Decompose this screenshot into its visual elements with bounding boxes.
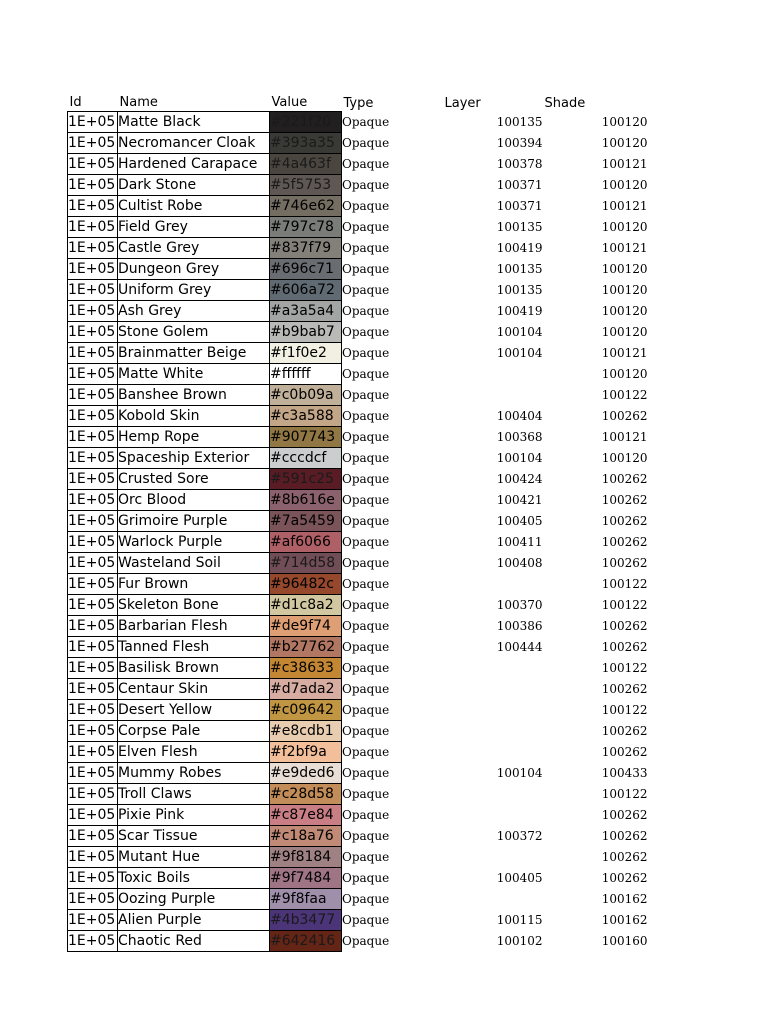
color-swatch-cell: #696c71: [270, 259, 342, 280]
cell-type: Opaque: [342, 472, 390, 486]
cell-type: Opaque: [342, 157, 390, 171]
color-swatch-cell: #8b616e: [270, 490, 342, 511]
cell-id: 1E+05: [68, 574, 118, 595]
cell-shade: 100121: [601, 157, 648, 171]
color-swatch-cell: #797c78: [270, 217, 342, 238]
cell-layer: [443, 721, 543, 742]
cell-name: Necromancer Cloak: [118, 133, 270, 154]
cell-id: 1E+05: [68, 322, 118, 343]
cell-id: 1E+05: [68, 742, 118, 763]
color-swatch-cell: #ffffff: [270, 364, 342, 385]
cell-name: Fur Brown: [118, 574, 270, 595]
cell-id: 1E+05: [68, 889, 118, 910]
table-row: [68, 385, 648, 406]
cell-id: 1E+05: [68, 427, 118, 448]
cell-type: Opaque: [342, 619, 390, 633]
cell-layer: [443, 385, 543, 406]
cell-shade: 100262: [601, 409, 648, 423]
cell-shade: 100262: [601, 829, 648, 843]
color-swatch-cell: #907743: [270, 427, 342, 448]
cell-shade: 100262: [601, 619, 648, 633]
cell-name: Barbarian Flesh: [118, 616, 270, 637]
cell-name: Castle Grey: [118, 238, 270, 259]
cell-layer: 100370: [496, 598, 543, 612]
color-swatch-cell: #9f8184: [270, 847, 342, 868]
cell-id: 1E+05: [68, 826, 118, 847]
table-row: [68, 658, 648, 679]
cell-name: Basilisk Brown: [118, 658, 270, 679]
cell-layer: 100372: [496, 829, 543, 843]
cell-layer: 100368: [496, 430, 543, 444]
table-row: [68, 196, 648, 217]
color-swatch-cell: #cccdcf: [270, 448, 342, 469]
cell-shade: 100122: [601, 598, 648, 612]
cell-type: Opaque: [342, 388, 390, 402]
color-swatch-cell: #af6066: [270, 532, 342, 553]
cell-type: Opaque: [342, 913, 390, 927]
cell-id: 1E+05: [68, 364, 118, 385]
cell-type: Opaque: [342, 745, 390, 759]
cell-shade: 100120: [601, 451, 648, 465]
cell-layer: [443, 889, 543, 910]
cell-shade: 100262: [601, 556, 648, 570]
color-swatch-cell: #221f20: [270, 112, 342, 133]
cell-shade: 100120: [601, 367, 648, 381]
cell-name: Wasteland Soil: [118, 553, 270, 574]
cell-layer: [443, 805, 543, 826]
cell-type: Opaque: [342, 892, 390, 906]
cell-name: Field Grey: [118, 217, 270, 238]
cell-id: 1E+05: [68, 805, 118, 826]
cell-shade: 100120: [601, 325, 648, 339]
cell-type: Opaque: [342, 304, 390, 318]
color-swatch-cell: #a3a5a4: [270, 301, 342, 322]
cell-id: 1E+05: [68, 448, 118, 469]
table-row: [68, 469, 648, 490]
cell-type: Opaque: [342, 850, 390, 864]
color-swatch-cell: #4b3477: [270, 910, 342, 931]
cell-name: Cultist Robe: [118, 196, 270, 217]
cell-id: 1E+05: [68, 406, 118, 427]
cell-type: Opaque: [342, 766, 390, 780]
cell-layer: 100419: [496, 304, 543, 318]
color-swatch-cell: #591c25: [270, 469, 342, 490]
cell-shade: 100120: [601, 115, 648, 129]
table-row: [68, 532, 648, 553]
cell-layer: 100419: [496, 241, 543, 255]
cell-layer: [443, 364, 543, 385]
cell-type: Opaque: [342, 136, 390, 150]
cell-type: Opaque: [342, 451, 390, 465]
cell-id: 1E+05: [68, 301, 118, 322]
color-swatch-cell: #e9ded6: [270, 763, 342, 784]
cell-id: 1E+05: [68, 658, 118, 679]
cell-name: Corpse Pale: [118, 721, 270, 742]
cell-shade: 100121: [601, 430, 648, 444]
table-row: [68, 763, 648, 784]
cell-shade: 100122: [601, 577, 648, 591]
cell-layer: 100102: [496, 934, 543, 948]
cell-name: Stone Golem: [118, 322, 270, 343]
cell-type: Opaque: [342, 598, 390, 612]
cell-shade: 100162: [601, 913, 648, 927]
cell-id: 1E+05: [68, 910, 118, 931]
cell-layer: 100371: [496, 199, 543, 213]
table-row: [68, 910, 648, 931]
cell-type: Opaque: [342, 829, 390, 843]
cell-name: Uniform Grey: [118, 280, 270, 301]
cell-type: Opaque: [342, 871, 390, 885]
cell-layer: 100371: [496, 178, 543, 192]
cell-layer: [443, 742, 543, 763]
cell-layer: 100404: [496, 409, 543, 423]
color-swatch-cell: #c3a588: [270, 406, 342, 427]
cell-type: Opaque: [342, 724, 390, 738]
cell-name: Grimoire Purple: [118, 511, 270, 532]
cell-layer: 100104: [496, 346, 543, 360]
table-row: [68, 301, 648, 322]
cell-shade: 100120: [601, 283, 648, 297]
table-row: [68, 238, 648, 259]
cell-shade: 100160: [601, 934, 648, 948]
cell-layer: 100135: [496, 283, 543, 297]
cell-name: Hemp Rope: [118, 427, 270, 448]
cell-layer: 100115: [496, 913, 543, 927]
cell-type: Opaque: [342, 787, 390, 801]
cell-shade: 100262: [601, 682, 648, 696]
cell-id: 1E+05: [68, 868, 118, 889]
color-swatch-cell: #5f5753: [270, 175, 342, 196]
table-body: [68, 112, 648, 952]
color-swatch-cell: #96482c: [270, 574, 342, 595]
paint-table: [67, 94, 648, 952]
cell-type: Opaque: [342, 577, 390, 591]
table-row: [68, 154, 648, 175]
cell-layer: 100405: [496, 871, 543, 885]
cell-shade: 100162: [601, 892, 648, 906]
cell-id: 1E+05: [68, 616, 118, 637]
cell-name: Mutant Hue: [118, 847, 270, 868]
cell-layer: 100386: [496, 619, 543, 633]
cell-layer: [443, 658, 543, 679]
color-swatch-cell: #746e62: [270, 196, 342, 217]
table-row: [68, 679, 648, 700]
table-row: [68, 343, 648, 364]
cell-shade: 100262: [601, 472, 648, 486]
cell-name: Warlock Purple: [118, 532, 270, 553]
color-swatch-cell: #c87e84: [270, 805, 342, 826]
table-row: [68, 721, 648, 742]
cell-type: Opaque: [342, 514, 390, 528]
cell-id: 1E+05: [68, 175, 118, 196]
cell-name: Toxic Boils: [118, 868, 270, 889]
cell-id: 1E+05: [68, 280, 118, 301]
cell-name: Oozing Purple: [118, 889, 270, 910]
cell-id: 1E+05: [68, 763, 118, 784]
cell-id: 1E+05: [68, 112, 118, 133]
cell-name: Banshee Brown: [118, 385, 270, 406]
cell-id: 1E+05: [68, 490, 118, 511]
cell-layer: [443, 700, 543, 721]
cell-shade: 100120: [601, 178, 648, 192]
cell-shade: 100262: [601, 745, 648, 759]
cell-type: Opaque: [342, 430, 390, 444]
cell-name: Scar Tissue: [118, 826, 270, 847]
cell-id: 1E+05: [68, 133, 118, 154]
cell-type: Opaque: [342, 220, 390, 234]
cell-name: Hardened Carapace: [118, 154, 270, 175]
cell-id: 1E+05: [68, 238, 118, 259]
table-row: [68, 259, 648, 280]
cell-layer: 100104: [496, 766, 543, 780]
cell-id: 1E+05: [68, 637, 118, 658]
color-swatch-cell: #606a72: [270, 280, 342, 301]
cell-type: Opaque: [342, 640, 390, 654]
cell-name: Ash Grey: [118, 301, 270, 322]
header-value: Value: [271, 95, 308, 110]
table-row: [68, 217, 648, 238]
table-row: [68, 406, 648, 427]
cell-type: Opaque: [342, 661, 390, 675]
cell-type: Opaque: [342, 367, 390, 381]
color-swatch-cell: #c09642: [270, 700, 342, 721]
cell-layer: 100378: [496, 157, 543, 171]
color-swatch-cell: #9f8faa: [270, 889, 342, 910]
cell-type: Opaque: [342, 409, 390, 423]
header-name: Name: [119, 95, 158, 110]
cell-id: 1E+05: [68, 784, 118, 805]
cell-id: 1E+05: [68, 343, 118, 364]
cell-name: Elven Flesh: [118, 742, 270, 763]
cell-name: Centaur Skin: [118, 679, 270, 700]
cell-name: Pixie Pink: [118, 805, 270, 826]
table-row: [68, 889, 648, 910]
header-id: Id: [69, 95, 82, 110]
cell-shade: 100433: [601, 766, 648, 780]
cell-type: Opaque: [342, 346, 390, 360]
cell-name: Spaceship Exterior: [118, 448, 270, 469]
table-row: [68, 364, 648, 385]
cell-id: 1E+05: [68, 196, 118, 217]
cell-type: Opaque: [342, 283, 390, 297]
cell-id: 1E+05: [68, 385, 118, 406]
cell-name: Orc Blood: [118, 490, 270, 511]
cell-layer: 100104: [496, 451, 543, 465]
cell-shade: 100121: [601, 346, 648, 360]
cell-type: Opaque: [342, 808, 390, 822]
color-swatch-cell: #d7ada2: [270, 679, 342, 700]
header-layer: Layer: [444, 95, 481, 111]
cell-layer: 100405: [496, 514, 543, 528]
cell-id: 1E+05: [68, 154, 118, 175]
cell-type: Opaque: [342, 199, 390, 213]
cell-shade: 100120: [601, 262, 648, 276]
cell-layer: 100424: [496, 472, 543, 486]
cell-id: 1E+05: [68, 847, 118, 868]
table-row: [68, 427, 648, 448]
color-swatch-cell: #c38633: [270, 658, 342, 679]
cell-layer: 100421: [496, 493, 543, 507]
table-row: [68, 448, 648, 469]
cell-type: Opaque: [342, 325, 390, 339]
header-shade: Shade: [544, 95, 586, 111]
cell-layer: 100135: [496, 115, 543, 129]
color-swatch-cell: #4a463f: [270, 154, 342, 175]
cell-id: 1E+05: [68, 217, 118, 238]
cell-id: 1E+05: [68, 532, 118, 553]
cell-shade: 100120: [601, 304, 648, 318]
cell-name: Matte White: [118, 364, 270, 385]
cell-name: Matte Black: [118, 112, 270, 133]
cell-layer: 100135: [496, 262, 543, 276]
cell-shade: 100262: [601, 871, 648, 885]
table-row: [68, 742, 648, 763]
cell-type: Opaque: [342, 241, 390, 255]
table-row: [68, 784, 648, 805]
color-swatch-cell: #e8cdb1: [270, 721, 342, 742]
cell-shade: 100262: [601, 724, 648, 738]
cell-name: Tanned Flesh: [118, 637, 270, 658]
cell-type: Opaque: [342, 262, 390, 276]
cell-layer: 100444: [496, 640, 543, 654]
color-swatch-cell: #b9bab7: [270, 322, 342, 343]
cell-layer: 100135: [496, 220, 543, 234]
cell-shade: 100120: [601, 220, 648, 234]
cell-name: Desert Yellow: [118, 700, 270, 721]
cell-shade: 100121: [601, 199, 648, 213]
cell-type: Opaque: [342, 493, 390, 507]
cell-name: Brainmatter Beige: [118, 343, 270, 364]
cell-layer: [443, 784, 543, 805]
table-row: [68, 616, 648, 637]
table-row: [68, 700, 648, 721]
color-swatch-cell: #b27762: [270, 637, 342, 658]
table-row: [68, 511, 648, 532]
cell-id: 1E+05: [68, 679, 118, 700]
color-swatch-cell: #393a35: [270, 133, 342, 154]
color-swatch-cell: #f2bf9a: [270, 742, 342, 763]
table-row: [68, 868, 648, 889]
cell-shade: 100122: [601, 388, 648, 402]
table-row: [68, 490, 648, 511]
table-row: [68, 322, 648, 343]
table-row: [68, 280, 648, 301]
cell-id: 1E+05: [68, 259, 118, 280]
cell-shade: 100262: [601, 640, 648, 654]
color-swatch-cell: #642416: [270, 931, 342, 952]
color-swatch-cell: #c0b09a: [270, 385, 342, 406]
table-row: [68, 931, 648, 952]
cell-name: Skeleton Bone: [118, 595, 270, 616]
cell-layer: [443, 847, 543, 868]
cell-name: Crusted Sore: [118, 469, 270, 490]
table-row: [68, 133, 648, 154]
color-swatch-cell: #9f7484: [270, 868, 342, 889]
cell-layer: 100394: [496, 136, 543, 150]
cell-type: Opaque: [342, 535, 390, 549]
cell-id: 1E+05: [68, 469, 118, 490]
cell-id: 1E+05: [68, 595, 118, 616]
table-row: [68, 637, 648, 658]
color-swatch-cell: #c28d58: [270, 784, 342, 805]
cell-type: Opaque: [342, 703, 390, 717]
cell-shade: 100122: [601, 703, 648, 717]
cell-layer: 100411: [496, 535, 543, 549]
table-row: [68, 574, 648, 595]
cell-name: Alien Purple: [118, 910, 270, 931]
color-swatch-cell: #714d58: [270, 553, 342, 574]
color-swatch-cell: #837f79: [270, 238, 342, 259]
table-row: [68, 112, 648, 133]
color-swatch-cell: #d1c8a2: [270, 595, 342, 616]
table-row: [68, 595, 648, 616]
cell-name: Troll Claws: [118, 784, 270, 805]
header-row: [68, 94, 648, 112]
cell-id: 1E+05: [68, 700, 118, 721]
cell-shade: 100122: [601, 661, 648, 675]
cell-id: 1E+05: [68, 511, 118, 532]
color-swatch-cell: #7a5459: [270, 511, 342, 532]
cell-name: Mummy Robes: [118, 763, 270, 784]
cell-name: Dark Stone: [118, 175, 270, 196]
cell-id: 1E+05: [68, 721, 118, 742]
cell-type: Opaque: [342, 115, 390, 129]
cell-name: Kobold Skin: [118, 406, 270, 427]
cell-shade: 100120: [601, 136, 648, 150]
cell-shade: 100262: [601, 808, 648, 822]
cell-name: Dungeon Grey: [118, 259, 270, 280]
cell-id: 1E+05: [68, 553, 118, 574]
table-row: [68, 826, 648, 847]
cell-layer: [443, 679, 543, 700]
cell-shade: 100262: [601, 535, 648, 549]
cell-type: Opaque: [342, 934, 390, 948]
cell-id: 1E+05: [68, 931, 118, 952]
cell-shade: 100121: [601, 241, 648, 255]
cell-type: Opaque: [342, 682, 390, 696]
color-swatch-cell: #c18a76: [270, 826, 342, 847]
cell-type: Opaque: [342, 556, 390, 570]
cell-shade: 100262: [601, 514, 648, 528]
color-swatch-cell: #de9f74: [270, 616, 342, 637]
header-type: Type: [343, 95, 374, 111]
color-swatch-cell: #f1f0e2: [270, 343, 342, 364]
cell-name: Chaotic Red: [118, 931, 270, 952]
table-row: [68, 175, 648, 196]
table-row: [68, 805, 648, 826]
cell-layer: 100104: [496, 325, 543, 339]
cell-shade: 100122: [601, 787, 648, 801]
cell-shade: 100262: [601, 493, 648, 507]
cell-type: Opaque: [342, 178, 390, 192]
table-row: [68, 847, 648, 868]
cell-layer: [443, 574, 543, 595]
cell-layer: 100408: [496, 556, 543, 570]
cell-shade: 100262: [601, 850, 648, 864]
table-row: [68, 553, 648, 574]
